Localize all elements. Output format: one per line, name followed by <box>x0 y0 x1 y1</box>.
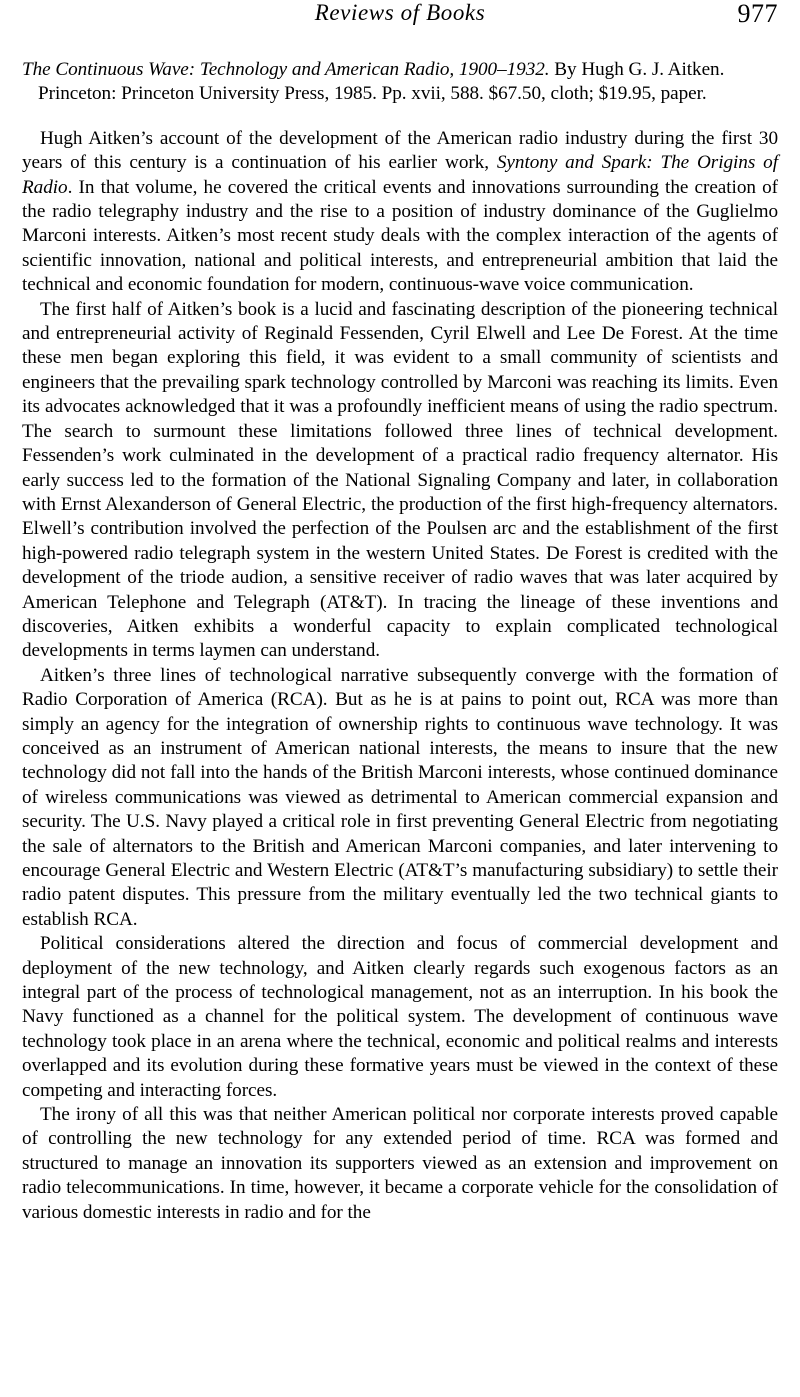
para-4 <box>22 932 778 1103</box>
para-3 <box>22 664 778 932</box>
citation-imprint: By Hugh G. J. Aitken. Princeton: Princeton University Press, 1985. Pp. xvii, 588. $67.50, cloth; $19.95, paper. <box>38 59 725 105</box>
para-2 <box>22 298 778 664</box>
text-column <box>22 58 778 1225</box>
para-1 <box>22 127 778 298</box>
page-number: 977 <box>737 0 778 28</box>
para-1-run-2: . In that volume, he covered the critical events and innovations surrounding the creation of the radio telegraphy industry and the rise to a position of industry dominance of the Guglielmo Marconi interests. Aitken’s most recent study deals with the complex interaction of the agents of scientific innovation, national and political interests, and entrepreneurial ambition that laid the technical and economic foundation for modern, continuous-wave voice communication. <box>22 176 778 296</box>
book-citation <box>22 58 778 107</box>
para-1-run-0: Hugh Aitken’s account of the development of the American radio industry during the first 30 years of this century is a continuation of his earlier work, <box>22 127 778 174</box>
para-3-run-0: Aitken’s three lines of technological narrative subsequently converge with the formation of Radio Corporation of America (RCA). But as he is at pains to point out, RCA was more than simply an agency for the integration of ownership rights to continuous wave technology. It was conceived as an instrument of American national interests, the means to insure that the new technology did not fall into the hands of the British Marconi interests, whose continued dominance of wireless communications was viewed as detrimental to American commercial expansion and security. The U.S. Navy played a critical role in first preventing General Electric from negotiating the sale of alternators to the British and American Marconi companies, and later intervening to encourage General Electric and Western Electric (AT&T’s manufacturing subsidiary) to settle their radio patent disputes. This pressure from the military eventually led the two technical giants to establish RCA. <box>22 664 778 930</box>
para-2-run-0: The first half of Aitken’s book is a lucid and fascinating description of the pioneering technical and entrepreneurial activity of Reginald Fessenden, Cyril Elwell and Lee De Forest. At the time these men began exploring this field, it was evident to a small community of scientists and engineers that the prevailing spark technology controlled by Marconi was reaching its limits. Even its advocates acknowledged that it was a profoundly inefficient means of using the radio spectrum. The search to surmount these limitations followed three lines of technical development. Fessenden’s work culminated in the development of a practical radio frequency alternator. His early success led to the formation of the National Signaling Company and later, in collaboration with Ernst Alexanderson of General Electric, the production of the first high-frequency alternators. Elwell’s contribution involved the perfection of the Poulsen arc and the establishment of the first high-powered radio telegraph system in the western United States. De Forest is credited with the development of the triode audion, a sensitive receiver of radio waves that was later acquired by American Telephone and Telegraph (AT&T). In tracing the lineage of these inventions and discoveries, Aitken exhibits a wonderful capacity to explain complicated technological developments in terms laymen can understand. <box>22 298 778 662</box>
running-head <box>22 0 778 34</box>
citation-title: The Continuous Wave: Technology and American Radio, 1900–1932. <box>22 59 550 80</box>
para-1-run-1: Syntony and Spark: The Origins of Radio <box>22 152 778 198</box>
para-4-run-0: Political considerations altered the direction and focus of commercial development and deployment of the new technology, and Aitken clearly regards such exogenous factors as an integral part of the process of technological management, not as an interruption. In his book the Navy functioned as a channel for the political system. The development of continuous wave technology took place in an arena where the technical, economic and political realms and interests overlapped and its evolution during these formative years must be viewed in the context of these competing and interacting forces. <box>22 933 778 1101</box>
review-body <box>22 127 778 1225</box>
para-5 <box>22 1103 778 1225</box>
running-head-title: Reviews of Books <box>314 0 486 25</box>
para-5-run-0: The irony of all this was that neither American political nor corporate interests proved capable of controlling the new technology for any extended period of time. RCA was formed and structured to manage an innovation its supporters viewed as an extension and improvement on radio telecommunications. In time, however, it became a corporate vehicle for the consolidation of various domestic interests in radio and for the <box>22 1104 778 1223</box>
